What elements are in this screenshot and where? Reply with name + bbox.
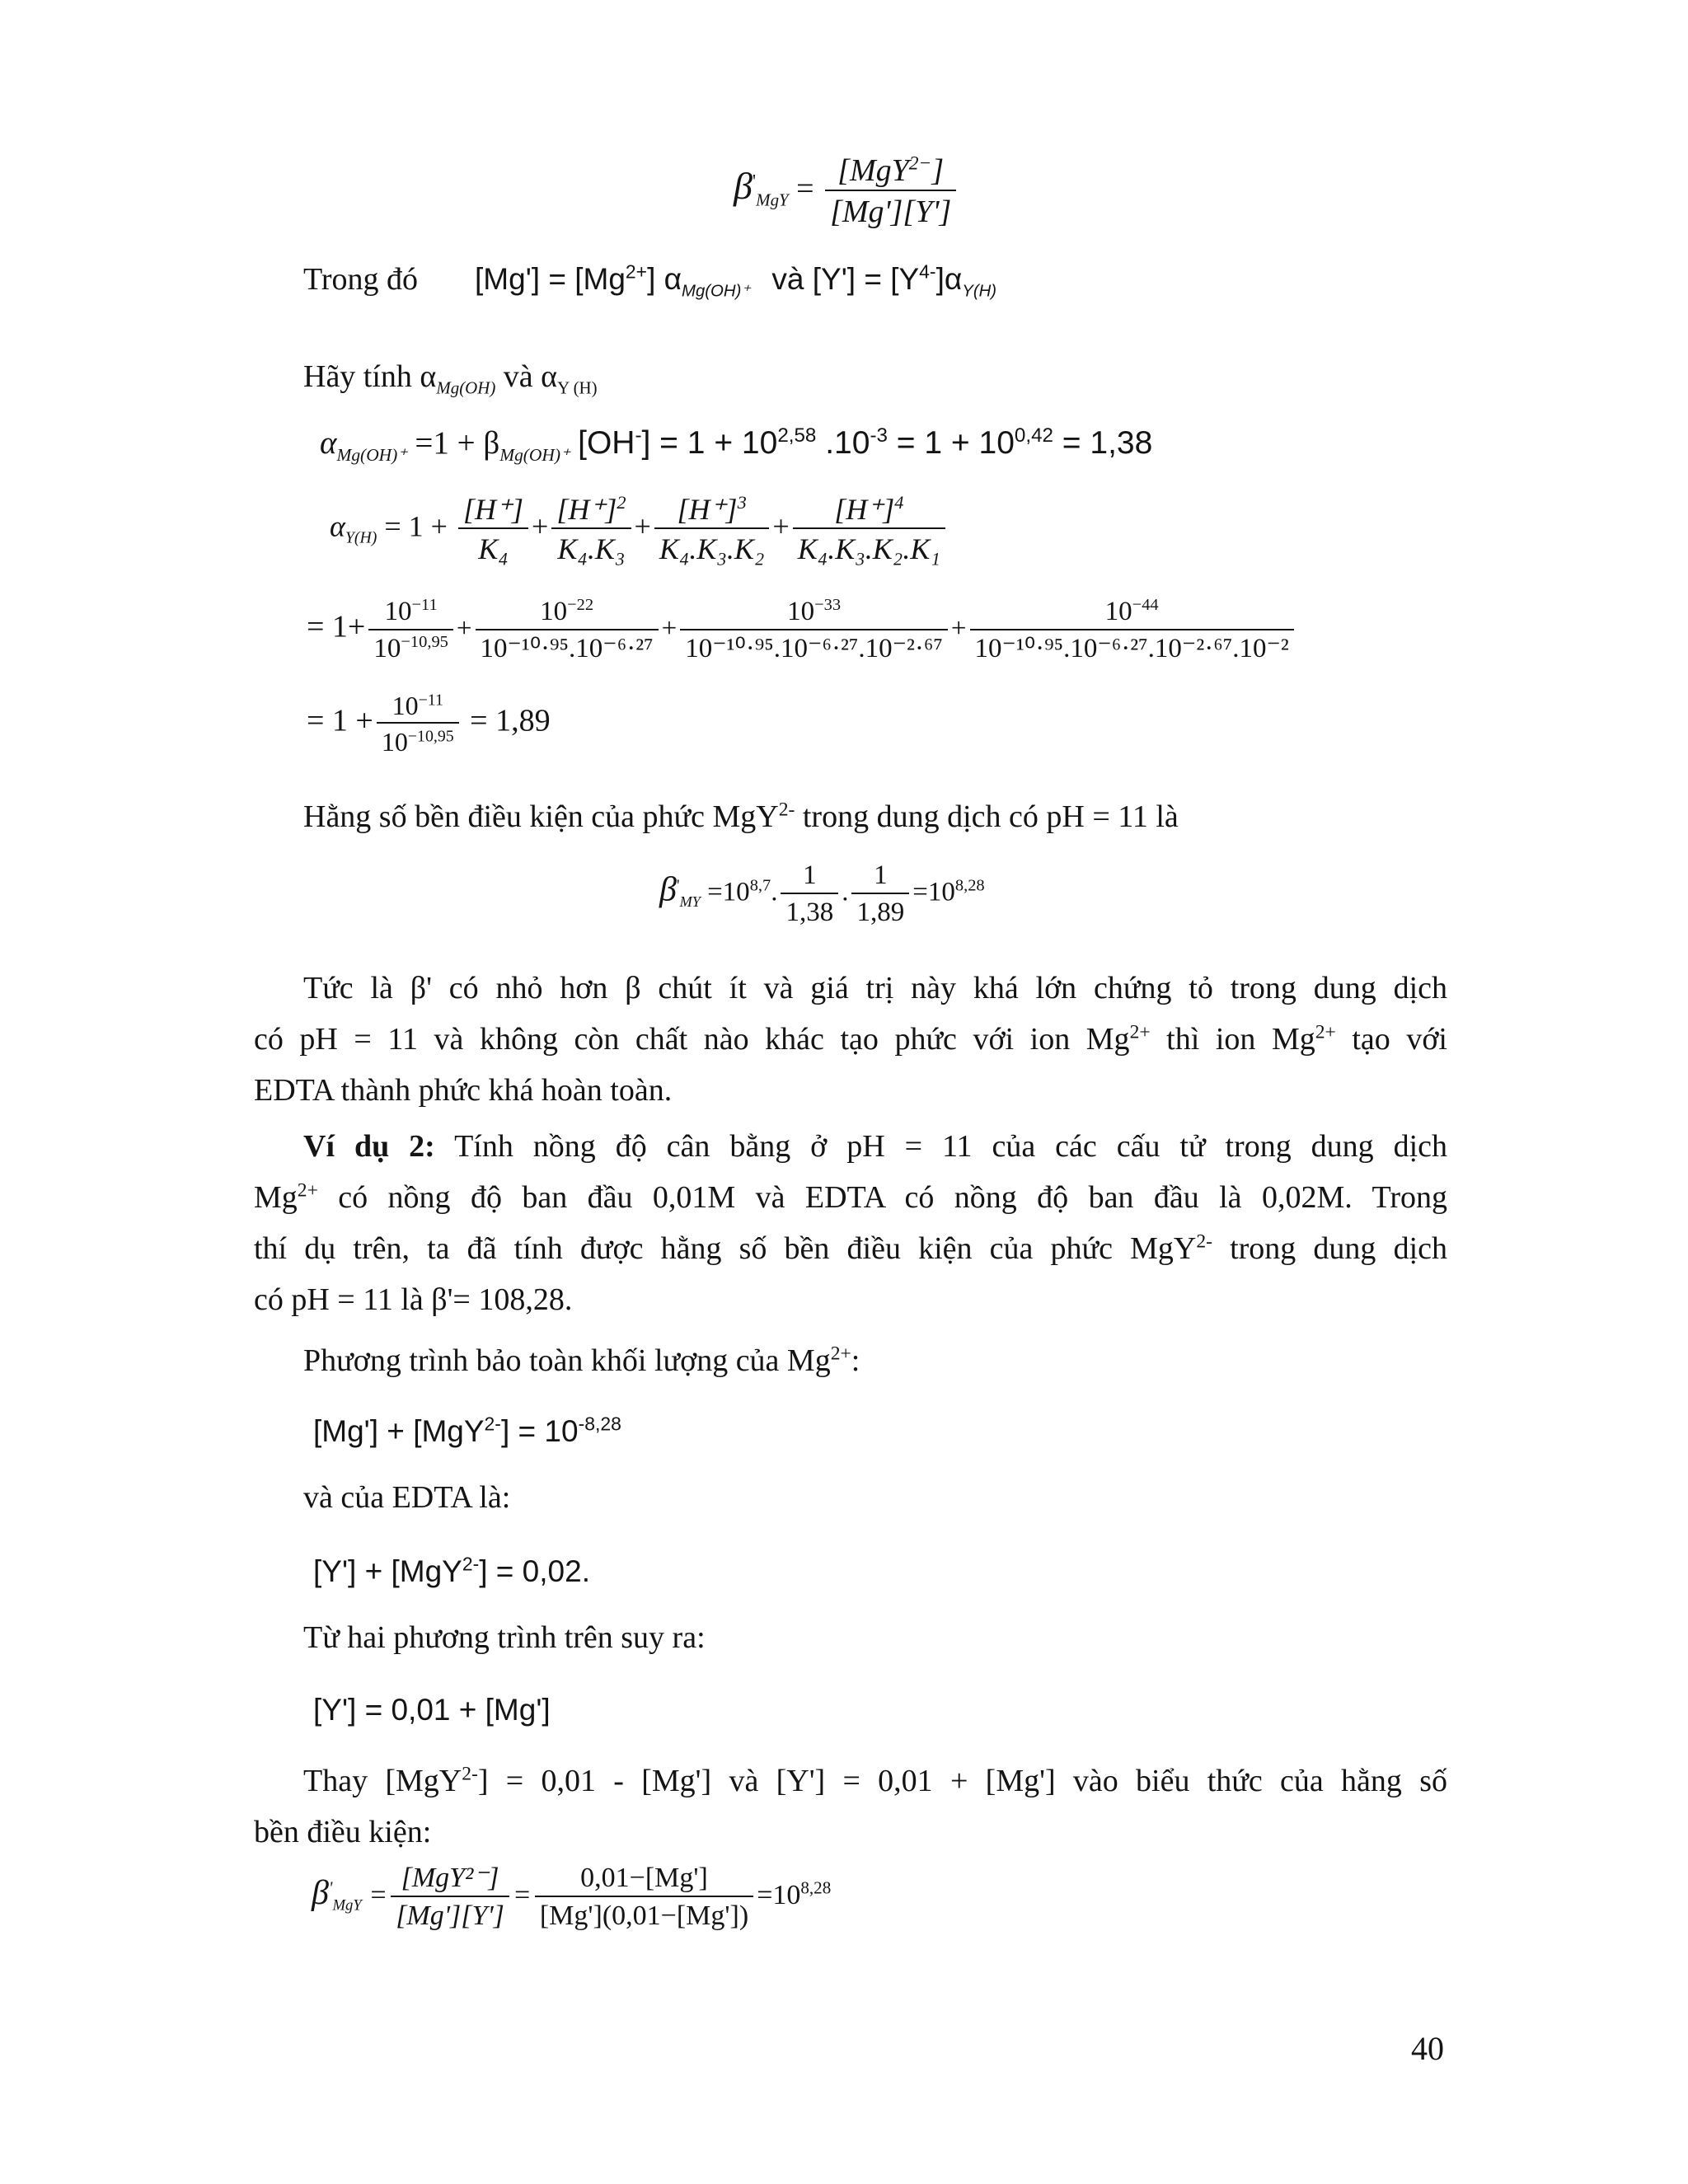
va-alpha: và α (495, 359, 558, 394)
p2l3b: trong dung dịch (1212, 1231, 1447, 1266)
r-den-base: 10 (381, 727, 408, 757)
pt-rest: : (851, 1343, 860, 1378)
final-beta: β (312, 1873, 329, 1912)
p3l1a: Thay [MgY (303, 1764, 462, 1798)
n4-exp: −44 (1132, 596, 1159, 614)
f1-den: 1,38 (785, 898, 834, 927)
mass-a: [Mg'] + [MgY (313, 1414, 485, 1448)
term-2-pow: 2 (617, 492, 626, 513)
p1l2c: tạo với (1335, 1022, 1447, 1057)
result-fraction (377, 692, 459, 755)
mg-sup: 2+ (625, 260, 648, 283)
line-trong-do (303, 254, 996, 305)
exp2: -3 (870, 424, 888, 447)
alpha-symbol: α (320, 425, 337, 461)
equation-y-prime: [Y'] = 0,01 + [Mg'] (313, 1693, 551, 1727)
d1-exp: −10,95 (401, 633, 448, 651)
beta-my-prime: ' (676, 876, 680, 895)
p1l2s2: 2+ (1315, 1021, 1336, 1043)
equation-final (312, 1864, 831, 1930)
p3l1b: ] = 0,01 - [Mg'] và [Y'] = 0,01 + [Mg'] vào biểu thức của hằng số (477, 1764, 1447, 1798)
p1l2a: có pH = 11 và không còn chất nào khác tạo phức với ion Mg (254, 1022, 1130, 1057)
term-3-den: K₄.K₃.K₂ (659, 532, 765, 565)
term-4 (793, 494, 945, 564)
beta-my-eq: =10 (707, 877, 750, 907)
term-1-den: K₄ (478, 532, 509, 565)
exp3: 0,42 (1014, 424, 1053, 447)
fraction (825, 152, 956, 229)
edta-sup: 2- (462, 1553, 480, 1575)
p1l2s1: 2+ (1129, 1021, 1151, 1043)
beta-my-exp: 8,7 (749, 876, 771, 895)
n2-base: 10 (540, 597, 568, 626)
d4: 10⁻¹⁰·⁹⁵.10⁻⁶·²⁷.10⁻²·⁶⁷.10⁻² (974, 634, 1289, 663)
beta-my-res: =10 (912, 877, 955, 907)
ff2-num: 0,01−[Mg'] (535, 1864, 753, 1897)
mg-prime-text: [Mg'] = [Mg (475, 262, 626, 296)
para1-line3: EDTA thành phức khá hoàn toàn. (254, 1073, 673, 1108)
p2l3s: 2- (1196, 1230, 1212, 1253)
para2-line1 (254, 1121, 1447, 1172)
alpha-y-sub: Y(H) (345, 528, 377, 547)
n4-base: 10 (1104, 597, 1132, 626)
alpha-y-symbol: α (330, 509, 345, 543)
term-3-pow: 3 (737, 492, 747, 513)
alpha-mg-values (578, 425, 1152, 461)
n1-base: 10 (384, 597, 412, 626)
hang-so-text: Hằng số bền điều kiện của phức MgY (303, 799, 779, 834)
p2l2s: 2+ (297, 1179, 318, 1202)
p3l1s: 2- (462, 1763, 478, 1785)
result-prefix: = 1 + (307, 703, 373, 738)
para2-line2 (254, 1172, 1447, 1223)
para1-line2 (254, 1014, 1447, 1065)
dot2: . (842, 877, 849, 907)
term-3 (654, 494, 770, 564)
term-1 (458, 494, 528, 564)
paragraph-thay (254, 1755, 1447, 1858)
prime: ' (752, 171, 757, 193)
beta-my-res-exp: 8,28 (954, 876, 985, 895)
equation-numeric: = 1+ $\frac{10^{-11}}{10^{-10,95}}$ + $\frac{10^{-22}}{\text{10⁻¹⁰·⁹⁵.10⁻⁶·²⁷}}$ + $\frac{10^{-33}}{\text{10⁻¹⁰·⁹⁵.10⁻⁶·²⁷.10⁻²·⁶⁷}}$ + $\frac{10^{-44}}{\text{10⁻¹⁰·⁹⁵.10⁻⁶·²⁷.10⁻²·⁶⁷.10⁻²}}$ (307, 598, 1297, 663)
f1-num: 1 (781, 862, 838, 894)
trong-do-formula (475, 260, 997, 301)
final-sub: MgY (332, 1896, 362, 1915)
alpha-sub: Mg(OH)⁺ (682, 282, 751, 301)
final-frac-1 (391, 1864, 509, 1930)
term-4-den: K₄.K₃.K₂.K₁ (797, 532, 940, 565)
edta-b: ] = 0,02. (479, 1554, 590, 1588)
final-eq1: = (368, 1879, 388, 1910)
y-alpha-sub: Y(H) (962, 282, 997, 301)
mass-sup: 2- (484, 1413, 501, 1435)
denominator: [Mg'][Y'] (830, 194, 952, 229)
dot1: . (771, 877, 778, 907)
beta-my-sub: MY (679, 893, 701, 911)
beta-frac-2 (851, 862, 909, 926)
d1-base: 10 (373, 634, 401, 663)
y-sup: 4- (919, 260, 936, 283)
p2l2b: có nồng độ ban đầu 0,01M và EDTA có nồng độ ban đầu là 0,02M. Trong (317, 1180, 1447, 1215)
final-res: =10 (757, 1879, 801, 1910)
va-text: và [Y'] = [Y (771, 262, 920, 296)
prefix: = 1+ (307, 609, 366, 644)
vi-du-label: Ví dụ 2: (303, 1129, 435, 1164)
edta-a: [Y'] + [MgY (313, 1554, 462, 1588)
final-eq2: = (512, 1879, 532, 1910)
para2-line4: có pH = 11 là β'= 108,28. (254, 1282, 573, 1317)
equation-edta (313, 1546, 590, 1597)
equation-alpha-mg (320, 424, 1153, 465)
n2-exp: −22 (567, 596, 594, 614)
rest1: ] = 1 + 10 (641, 425, 778, 461)
mass-b: ] = 10 (500, 1414, 579, 1448)
num-term-4 (970, 598, 1294, 663)
hay-tinh-text: Hãy tính α (303, 359, 437, 394)
equation-beta-mgy (734, 152, 959, 229)
p1l2b: thì ion Mg (1150, 1022, 1315, 1057)
num-term-3 (680, 598, 948, 663)
p2l1: Tính nồng độ cân bằng ở pH = 11 của các cấu tử trong dung dịch (434, 1129, 1448, 1164)
page-number: 40 (1411, 2030, 1444, 2067)
num-text: [MgY (837, 153, 909, 188)
r-den-exp: −10,95 (407, 727, 454, 746)
equation-alpha-y: $\alpha_{Y(H)} = 1$ + $\frac{[H^+]}{\text{K₄}}$ + $\frac{[H^+]^2}{\text{K₄.K₃}}$ + $\frac{[H^+]^3}{\text{K₄.K₃.K₂}}$ + $\frac{[H^+]^4}{\text{K₄.K₃.K₂.K₁}}$ (330, 494, 949, 564)
r-num-base: 10 (392, 691, 419, 720)
term-3-num: [H⁺] (677, 493, 738, 526)
final-frac-2 (535, 1864, 753, 1930)
numerator (825, 152, 956, 191)
line-hang-so (303, 791, 1179, 842)
eq-one-plus-beta: =1 + β (415, 425, 500, 461)
term-4-pow: 4 (894, 492, 904, 513)
ff2-den: [Mg'](0,01−[Mg']) (539, 1900, 749, 1931)
equals: = (796, 171, 814, 206)
n3-exp: −33 (814, 596, 842, 614)
equation-result (307, 692, 551, 755)
term-2 (551, 494, 631, 564)
beta-subscript: MgY (756, 190, 789, 210)
final-res-exp: 8,28 (800, 1877, 832, 1898)
term-4-num: [H⁺] (834, 493, 895, 526)
equation-mass-balance (313, 1406, 621, 1457)
pt-sup: 2+ (830, 1343, 851, 1365)
rest2: .10 (816, 425, 870, 461)
beta-symbol: β (734, 164, 753, 207)
line-phuong-trinh (303, 1335, 860, 1386)
line-edta: và của EDTA là: (303, 1480, 511, 1515)
term-2-den: K₄.K₃ (557, 532, 626, 565)
term-1-num: [H⁺] (462, 493, 524, 526)
num-term-1 (368, 598, 453, 663)
paragraph-vi-du-2 (254, 1121, 1447, 1325)
exp1: 2,58 (777, 424, 817, 447)
d3: 10⁻¹⁰·⁹⁵.10⁻⁶·²⁷.10⁻²·⁶⁷ (685, 634, 943, 663)
oh-sup: - (635, 424, 642, 447)
hang-so-rest: trong dung dịch có pH = 11 là (795, 799, 1179, 834)
term-2-num: [H⁺] (556, 493, 617, 526)
eq-one-plus: = 1 + (384, 509, 448, 543)
f2-num: 1 (851, 862, 909, 894)
n1-exp: −11 (411, 596, 438, 614)
ff1-den: [Mg'][Y'] (396, 1900, 504, 1931)
beta-frac-1 (781, 862, 838, 926)
oh-text: [OH (578, 425, 635, 461)
pt-text: Phương trình bảo toàn khối lượng của Mg (303, 1343, 831, 1378)
mass-exp: -8,28 (578, 1413, 621, 1435)
para3-line2: bền điều kiện: (254, 1815, 432, 1849)
result-value: = 1,89 (470, 703, 551, 738)
para2-line3 (254, 1223, 1447, 1274)
p2l2a: Mg (254, 1180, 298, 1215)
f2-den: 1,89 (856, 898, 905, 927)
beta-my-symbol: β (659, 870, 677, 909)
alpha-y-sub: Y (H) (557, 377, 598, 398)
r-num-exp: −11 (418, 691, 443, 710)
alpha-mg-sub: Mg(OH) (436, 377, 496, 398)
d2: 10⁻¹⁰·⁹⁵.10⁻⁶·²⁷ (480, 634, 654, 663)
num-close: ] (931, 153, 945, 188)
p2l3a: thí dụ trên, ta đã tính được hằng số bền điều kiện của phức MgY (254, 1231, 1197, 1266)
para1-line1: Tức là β' có nhỏ hơn β chút ít và giá trị này khá lớn chứng tỏ trong dung dịch (303, 971, 1447, 1005)
alpha-subscript: Mg(OH)⁺ (336, 444, 407, 465)
line-tu-hai: Từ hai phương trình trên suy ra: (303, 1620, 706, 1655)
y-alpha: ]α (935, 262, 963, 296)
para3-line1 (254, 1755, 1447, 1807)
paragraph-tuc-la (254, 963, 1447, 1116)
line-hay-tinh (303, 351, 598, 402)
rest3: = 1 + 10 (887, 425, 1015, 461)
label-trong-do: Trong đó (303, 262, 419, 297)
num-sup: 2− (908, 152, 932, 175)
num-term-2 (476, 598, 659, 663)
beta-subscript: Mg(OH)⁺ (499, 444, 570, 465)
final-prime: ' (328, 1877, 333, 1898)
mgy-sup: 2- (778, 799, 795, 821)
alpha-text: ] α (647, 262, 682, 296)
ff1-num: [MgY²⁻] (391, 1864, 509, 1897)
rest4: = 1,38 (1053, 425, 1153, 461)
n3-base: 10 (787, 597, 815, 626)
equation-beta-my (659, 862, 985, 926)
